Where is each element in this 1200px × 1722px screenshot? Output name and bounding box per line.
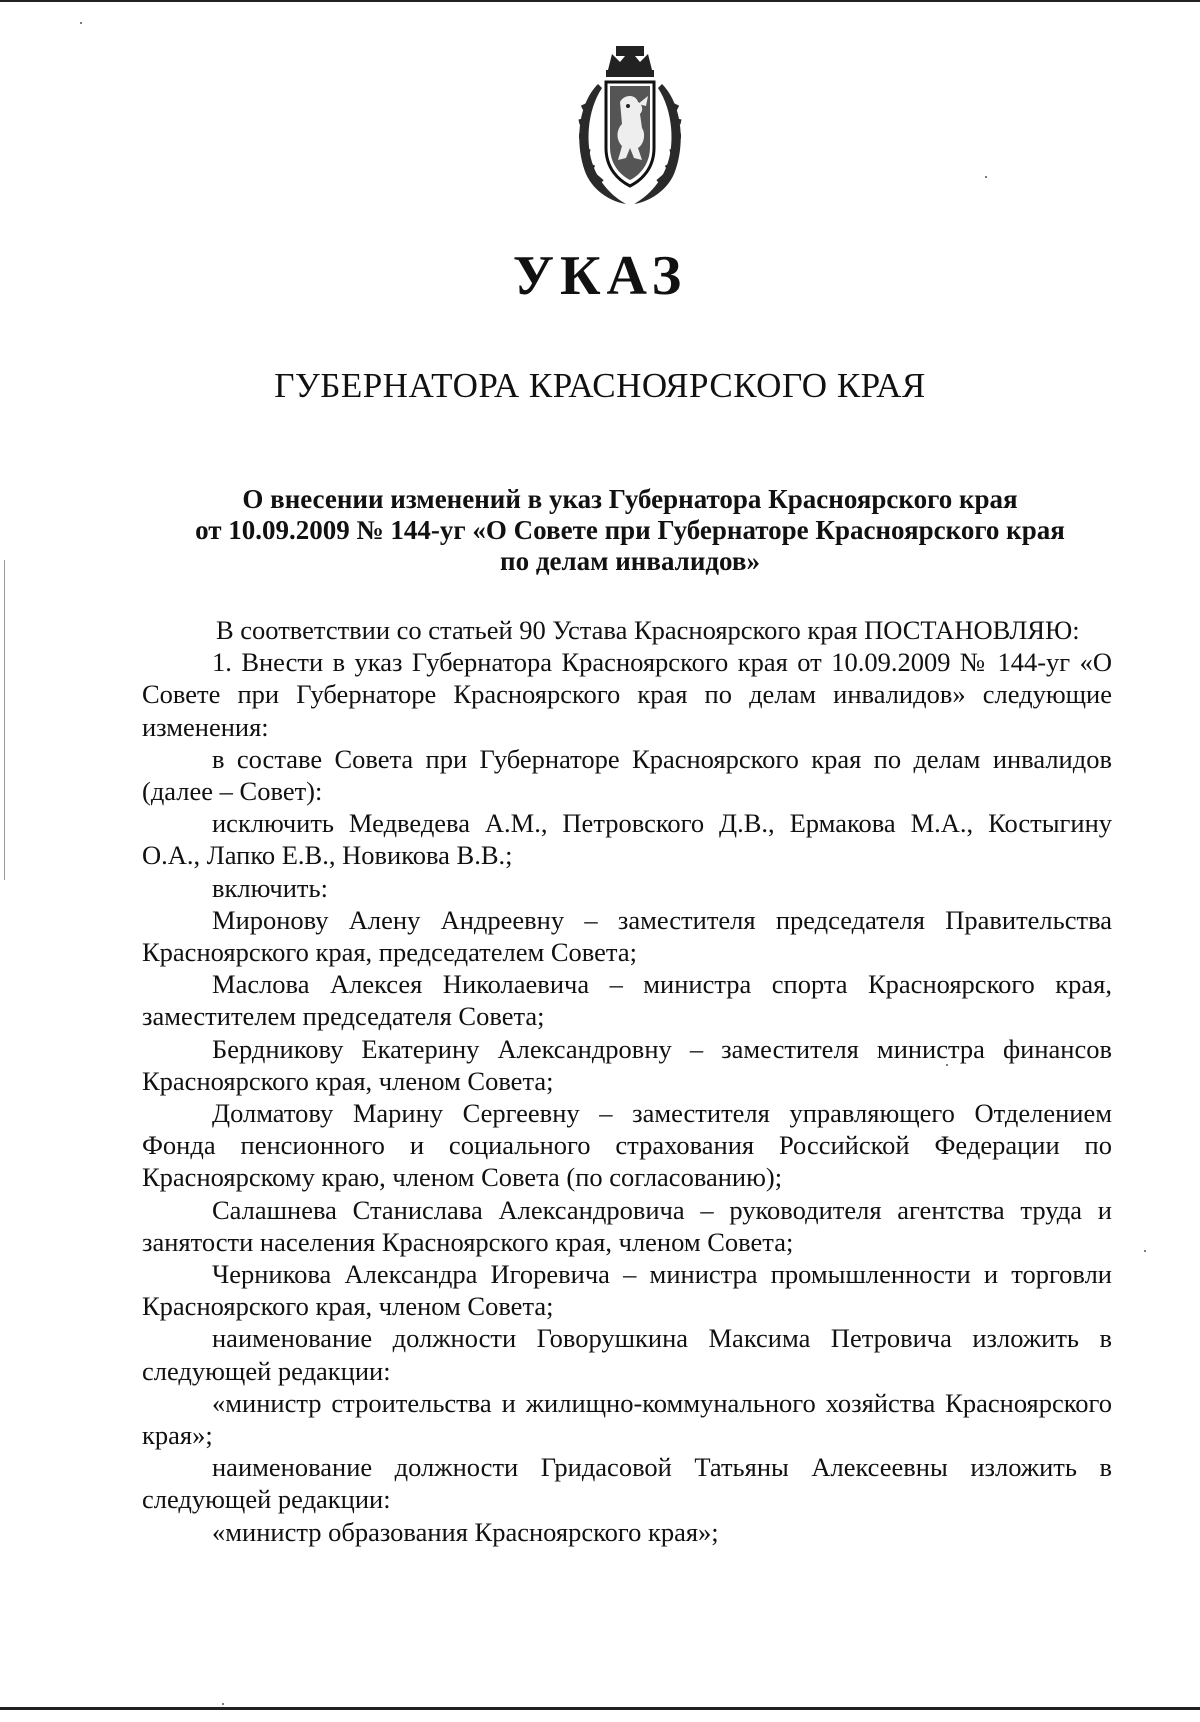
paragraph: Бердникову Екатерину Александровну – заместителя министра финансов Красноярского края, членом Совета; <box>142 1033 1112 1096</box>
top-border-line <box>0 0 1200 2</box>
paragraph: Маслова Алексея Николаевича – министра спорта Красноярского края, заместителем председателя Совета; <box>142 969 1112 1032</box>
scan-speck <box>1144 1250 1146 1252</box>
document-issuer: ГУБЕРНАТОРА КРАСНОЯРСКОГО КРАЯ <box>274 366 926 405</box>
coat-of-arms-icon <box>568 44 692 208</box>
heading-line: по делам инвалидов» <box>500 546 760 576</box>
paragraph: включить: <box>212 872 328 903</box>
paragraph: наименование должности Говорушкина Максима Петровича изложить в следующей редакции: <box>142 1323 1112 1386</box>
document-title: УКАЗ <box>512 245 688 307</box>
scan-speck <box>222 1703 224 1705</box>
scan-speck <box>985 176 987 178</box>
paragraph: В соответствии со статьей 90 Устава Красноярского края ПОСТАНОВЛЯЮ: <box>216 615 1080 645</box>
document-heading <box>150 484 1110 577</box>
heading-line: О внесении изменений в указ Губернатора Красноярского края <box>242 484 1018 514</box>
bottom-border-line <box>0 1707 1200 1710</box>
paragraph: в составе Совета при Губернаторе Красноярского края по делам инвалидов (далее – Совет): <box>142 743 1112 807</box>
scan-speck <box>80 22 82 24</box>
heading-line: от 10.09.2009 № 144-уг «О Совете при Губернаторе Красноярского края <box>195 515 1065 545</box>
scan-edge-line <box>4 560 5 880</box>
scan-speck <box>946 1064 948 1066</box>
paragraph: исключить Медведева А.М., Петровского Д.В., Ермакова М.А., Костыгину О.А., Лапко Е.В., Новикова В.В.; <box>142 808 1112 871</box>
paragraph: Черникова Александра Игоревича – министра промышленности и торговли Красноярского края, членом Совета; <box>142 1259 1112 1322</box>
paragraph: Миронову Алену Андреевну – заместителя председателя Правительства Красноярского края, председателем Совета; <box>142 904 1112 968</box>
paragraph: Долматову Марину Сергеевну – заместителя управляющего Отделением Фонда пенсионного и социального страхования Российской Федерации по Красноярскому краю, членом Совета (по согласованию); <box>142 1098 1112 1193</box>
paragraph: 1. Внести в указ Губернатора Красноярского края от 10.09.2009 № 144-уг «О Совете при Губернаторе Красноярского края по делам инвалидов» следующие изменения: <box>142 647 1112 742</box>
paragraph: Салашнева Станислава Александровича – руководителя агентства труда и занятости населения Красноярского края, членом Совета; <box>142 1194 1112 1257</box>
document-body <box>142 614 1112 1548</box>
paragraph: «министр образования Красноярского края»; <box>212 1516 719 1547</box>
paragraph: наименование должности Гридасовой Татьяны Алексеевны изложить в следующей редакции: <box>142 1452 1112 1515</box>
paragraph: «министр строительства и жилищно-коммунального хозяйства Красноярского края»; <box>142 1387 1112 1451</box>
